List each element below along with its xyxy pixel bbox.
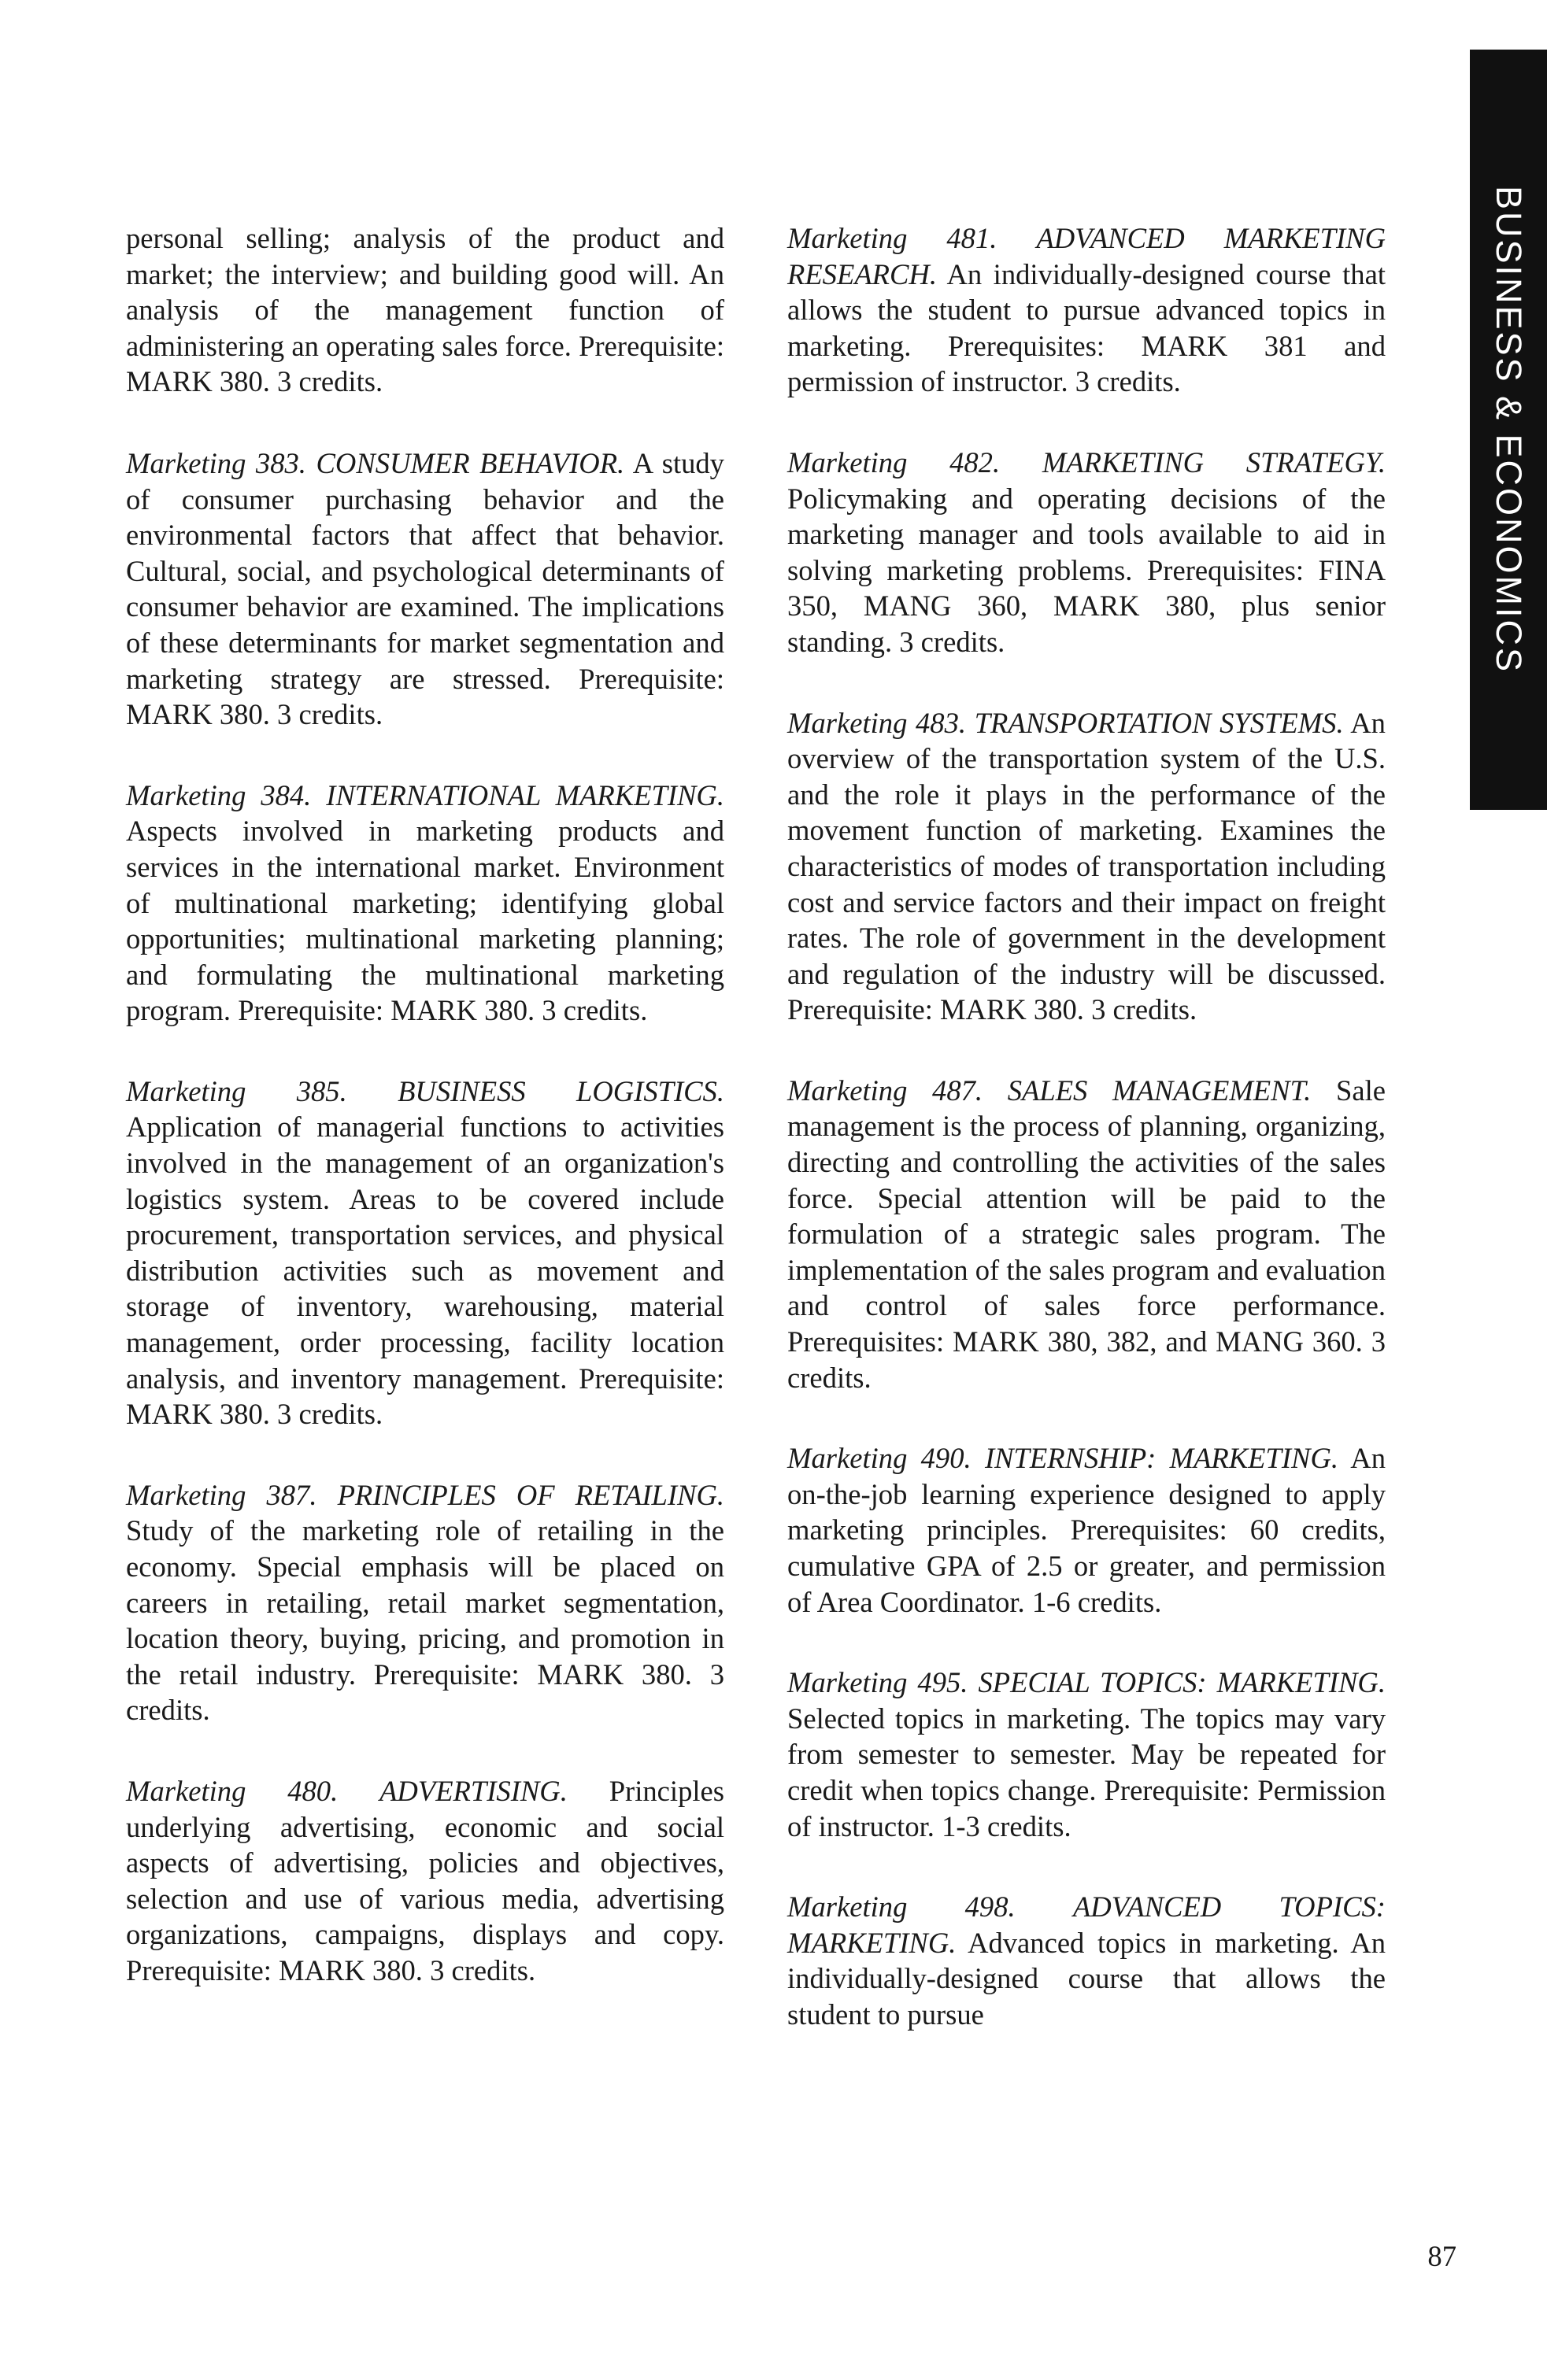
course-description: Aspects involved in marketing products and services in the international market. Environment of multinational marketing; identifying global opportunities; multinational marketing planning; and formulating the multinational marketing program. Prerequisite: MARK 380. 3 credits. [126, 815, 724, 1027]
right-column [787, 220, 1386, 2078]
course-label: Marketing 385. [126, 1074, 347, 1107]
course-entry-marketing-387 [126, 1477, 724, 1728]
course-entry-marketing-384 [126, 778, 724, 1029]
course-label: Marketing 490. [787, 1442, 972, 1475]
course-description: Principles underlying advertising, economic and social aspects of advertising, policies and objectives, selection and use of various media, advertising organizations, campaigns, displays and copy. Prerequisite: MARK 380. 3 credits. [126, 1774, 724, 1986]
section-tab-label: BUSINESS & ECONOMICS [1489, 185, 1529, 674]
course-label: Marketing 481. [787, 222, 997, 254]
course-title: MARKETING STRATEGY. [1042, 445, 1386, 479]
course-label: Marketing 387. [126, 1478, 317, 1511]
course-title: SPECIAL TOPICS: MARKETING. [978, 1666, 1386, 1699]
course-label: Marketing 487. [787, 1074, 983, 1107]
course-entry-marketing-383 [126, 445, 724, 733]
course-description: Study of the marketing role of retailing in the economy. Special emphasis will be placed on careers in retailing, retail market segmentation, location theory, buying, pricing, and promotion in the retail industry. Prerequisite: MARK 380. 3 credits. [126, 1514, 724, 1727]
section-tab [1470, 50, 1547, 810]
course-title: CONSUMER BEHAVIOR. [316, 446, 625, 479]
course-title: INTERNSHIP: MARKETING. [984, 1442, 1339, 1475]
course-label: Marketing 495. [787, 1666, 968, 1699]
course-description: Sale management is the process of planning, organizing, directing and controlling the activities of the sales force. Special attention will be paid to the formulation of a strategic sales program. The implementation of the sales program and evaluation and control of sales force performance. Prerequisites: MARK 380, 382, and MANG 360. 3 credits. [787, 1074, 1386, 1394]
course-title: ADVERTISING. [379, 1774, 568, 1807]
course-label: Marketing 482. [787, 445, 1001, 479]
course-label: Marketing 383. [126, 446, 306, 479]
course-label: Marketing 384. [126, 778, 312, 811]
course-description: An on-the-job learning experience designed to apply marketing principles. Prerequisites: 60 credits, cumulative GPA of 2.5 or greater, and permission of Area Coordinator. 1-6 credits. [787, 1442, 1386, 1618]
left-column [126, 220, 724, 2034]
course-description: Selected topics in marketing. The topics may vary from semester to semester. May be repeated for credit when topics change. Prerequisite: Permission of instructor. 1-3 credits. [787, 1702, 1386, 1842]
course-title: ADVANCED TOPICS: MARKETING. [787, 1890, 1386, 1959]
course-title: PRINCIPLES OF RETAILING. [337, 1478, 724, 1511]
course-title: INTERNATIONAL MARKETING. [326, 778, 724, 811]
course-title: TRANSPORTATION SYSTEMS. [974, 706, 1344, 739]
course-description: A study of consumer purchasing behavior and the environmental factors that affect that behavior. Cultural, social, and psychological determinants of consumer behavior are examined. The implications of these determinants for market segmentation and marketing strategy are stressed. Prerequisite: MARK 380. 3 credits. [126, 446, 724, 731]
course-title: ADVANCED MARKETING RESEARCH. [787, 222, 1386, 290]
course-entry-marketing-483 [787, 705, 1386, 1028]
course-description: Application of managerial functions to activities involved in the management of an organization's logistics system. Areas to be covered include procurement, transportation services, and physical distribution activities such as movement and storage of inventory, warehousing, material management, order processing, facility location analysis, and inventory management. Prerequisite: MARK 380. 3 credits. [126, 1111, 724, 1431]
course-description: Policymaking and operating decisions of the marketing manager and tools available to aid in solving marketing problems. Prerequisites: FINA 350, MANG 360, MARK 380, plus senior standing. 3 credits. [787, 482, 1386, 658]
course-entry-marketing-480 [126, 1773, 724, 1989]
course-description: Advanced topics in marketing. An individually-designed course that allows the student to pursue [787, 1926, 1386, 2031]
course-entry-marketing-490 [787, 1440, 1386, 1620]
course-description: An individually-designed course that allows the student to pursue advanced topics in marketing. Prerequisites: MARK 381 and permission of instructor. 3 credits. [787, 257, 1386, 398]
course-entry-marketing-487 [787, 1073, 1386, 1395]
course-entry-marketing-385 [126, 1074, 724, 1432]
course-label: Marketing 483. [787, 706, 967, 739]
course-entry-marketing-498 [787, 1889, 1386, 2032]
continuation-paragraph: personal selling; analysis of the product and market; the interview; and building good will. An analysis of the management function of administering an operating sales force. Prerequisite: MARK 380. 3 credits. [126, 222, 724, 398]
course-entry-marketing-495 [787, 1665, 1386, 1844]
course-entry-marketing-482 [787, 445, 1386, 660]
course-description: An overview of the transportation system of the U.S. and the role it plays in the performance of the movement function of marketing. Examines the characteristics of modes of transportation including cost and service factors and their impact on freight rates. The role of government in the development and regulation of the industry will be discussed. Prerequisite: MARK 380. 3 credits. [787, 706, 1386, 1026]
page-number: 87 [1427, 2240, 1456, 2272]
course-title: BUSINESS LOGISTICS. [398, 1074, 724, 1107]
course-label: Marketing 498. [787, 1890, 1016, 1924]
course-label: Marketing 480. [126, 1774, 339, 1807]
course-title: SALES MANAGEMENT. [1007, 1074, 1312, 1107]
course-entry-marketing-481 [787, 220, 1386, 400]
